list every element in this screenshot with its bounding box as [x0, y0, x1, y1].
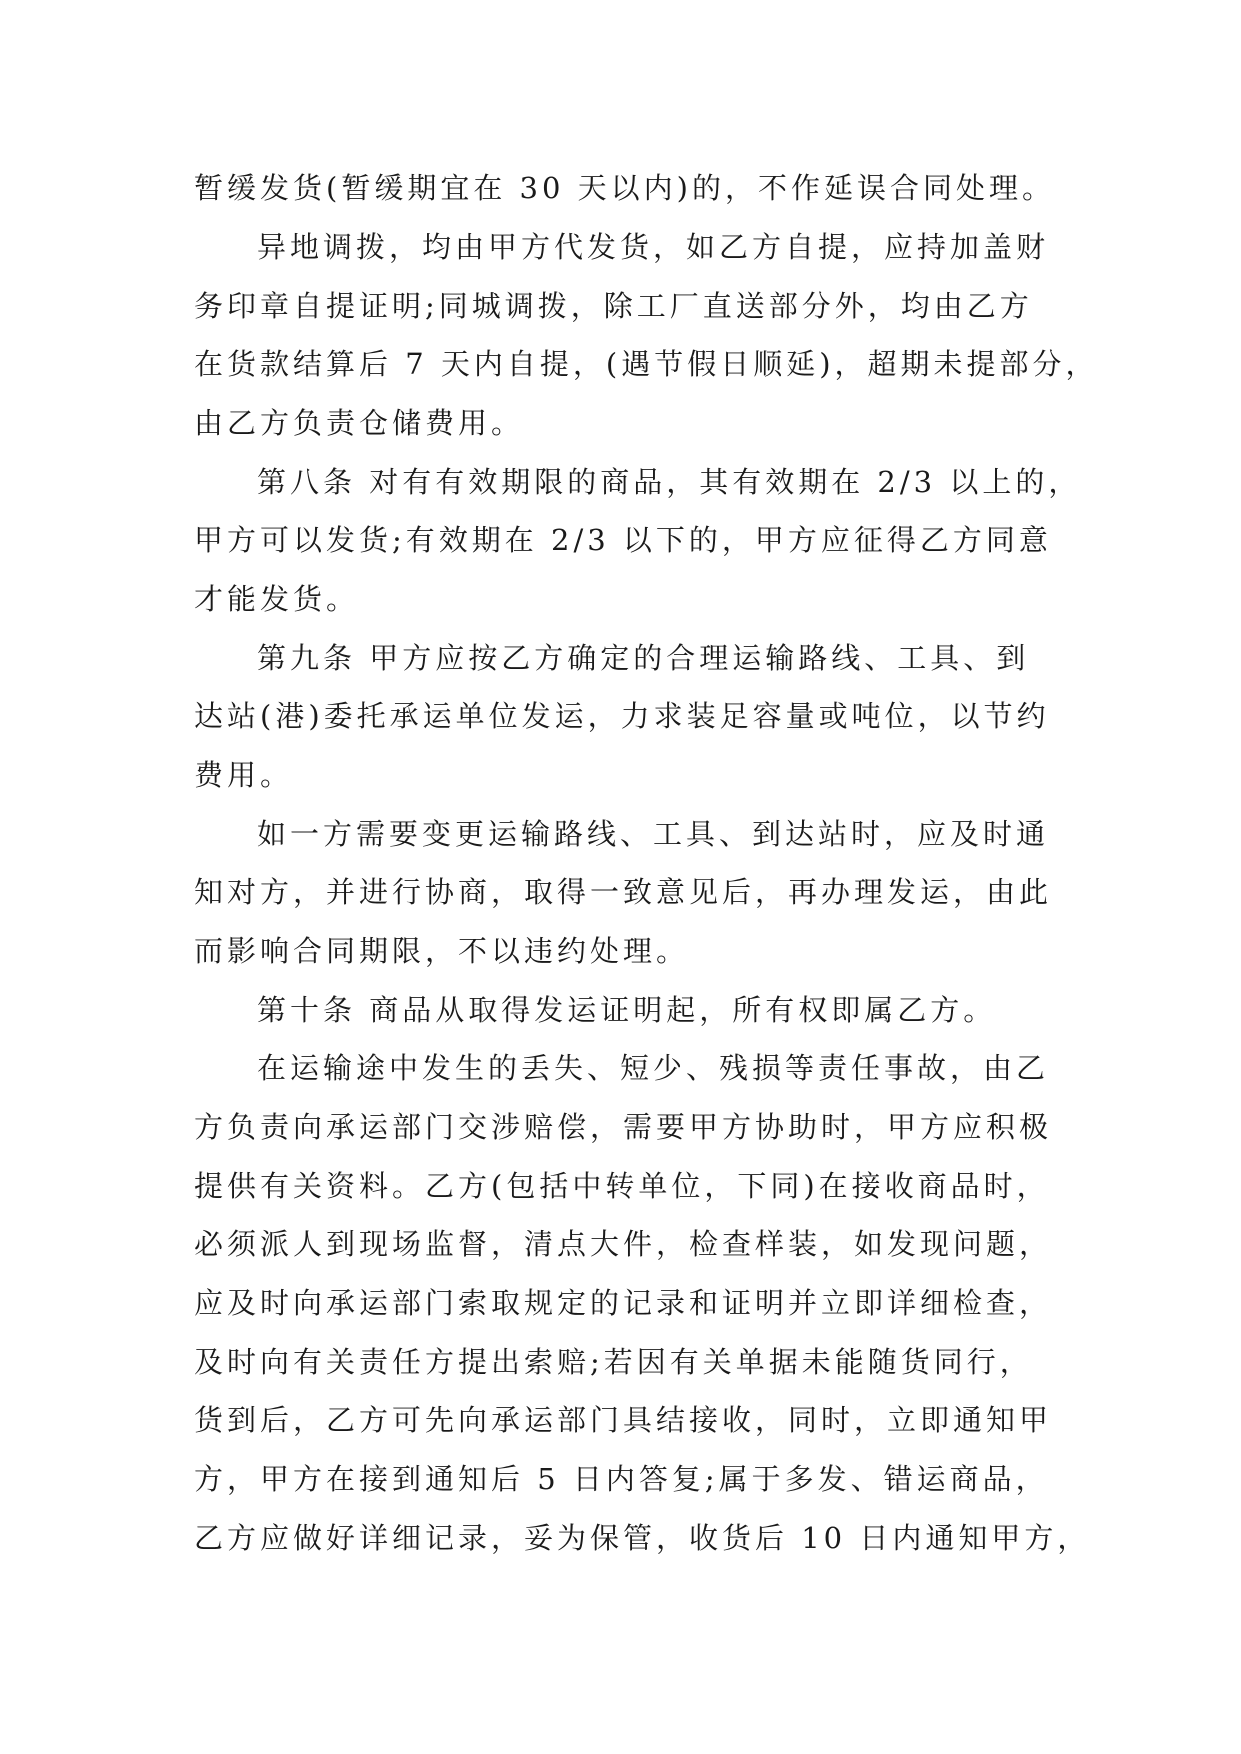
text-line: 方，甲方在接到通知后 5 日内答复;属于多发、错运商品，	[194, 1462, 1049, 1496]
text-line: 由乙方负责仓储费用。	[194, 406, 525, 440]
text-line: 异地调拨，均由甲方代发货，如乙方自提，应持加盖财	[257, 230, 1050, 264]
text-line: 第九条 甲方应按乙方确定的合理运输路线、工具、到	[257, 641, 1030, 675]
text-line: 提供有关资料。乙方(包括中转单位，下同)在接收商品时，	[194, 1169, 1050, 1203]
text-line: 知对方，并进行协商，取得一致意见后，再办理发运，由此	[194, 875, 1053, 909]
text-line: 务印章自提证明;同城调拨，除工厂直送部分外，均由乙方	[194, 289, 1033, 323]
text-line: 费用。	[194, 758, 294, 792]
text-line: 必须派人到现场监督，清点大件，检查样装，如发现问题，	[194, 1227, 1053, 1261]
text-line: 而影响合同期限，不以违约处理。	[194, 934, 690, 968]
text-line: 方负责向承运部门交涉赔偿，需要甲方协助时，甲方应积极	[194, 1110, 1053, 1144]
text-line: 第八条 对有有效期限的商品，其有效期在 2/3 以上的，	[257, 465, 1082, 499]
text-line: 第十条 商品从取得发运证明起，所有权即属乙方。	[257, 993, 997, 1027]
text-line: 达站(港)委托承运单位发运，力求装足容量或吨位，以节约	[194, 699, 1050, 733]
text-line: 暂缓发货(暂缓期宜在 30 天以内)的，不作延误合同处理。	[194, 171, 1055, 205]
text-line: 才能发货。	[194, 582, 360, 616]
text-line: 乙方应做好详细记录，妥为保管，收货后 10 日内通知甲方，	[194, 1521, 1091, 1555]
text-line: 甲方可以发货;有效期在 2/3 以下的，甲方应征得乙方同意	[194, 523, 1052, 557]
text-line: 在货款结算后 7 天内自提，(遇节假日顺延)，超期未提部分，	[194, 347, 1099, 381]
text-line: 如一方需要变更运输路线、工具、到达站时，应及时通	[257, 817, 1050, 851]
text-line: 应及时向承运部门索取规定的记录和证明并立即详细检查，	[194, 1286, 1053, 1320]
text-line: 在运输途中发生的丢失、短少、残损等责任事故，由乙	[257, 1051, 1050, 1085]
text-line: 货到后，乙方可先向承运部门具结接收，同时，立即通知甲	[194, 1403, 1053, 1437]
text-line: 及时向有关责任方提出索赔;若因有关单据未能随货同行，	[194, 1345, 1033, 1379]
